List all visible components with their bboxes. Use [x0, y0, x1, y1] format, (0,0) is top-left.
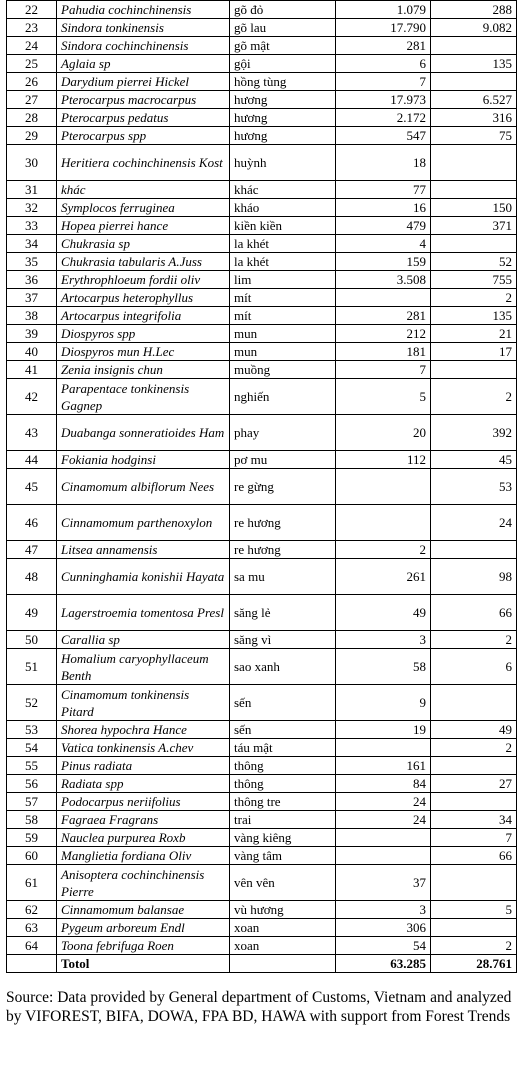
scientific-name: Manglietia fordiana Oliv: [57, 847, 230, 865]
local-name: hương: [230, 127, 336, 145]
row-number: 33: [7, 217, 57, 235]
row-number: 49: [7, 595, 57, 631]
local-name: re hương: [230, 541, 336, 559]
table-row: [7, 865, 517, 901]
scientific-name: Pinus radiata: [57, 757, 230, 775]
table-row: [7, 631, 517, 649]
volume-1: [336, 739, 431, 757]
volume-2: 755: [431, 271, 517, 289]
volume-1: 281: [336, 307, 431, 325]
scientific-name: khác: [57, 181, 230, 199]
volume-2: 27: [431, 775, 517, 793]
table-row: [7, 343, 517, 361]
volume-1: 547: [336, 127, 431, 145]
scientific-name: Litsea annamensis: [57, 541, 230, 559]
volume-2: 24: [431, 505, 517, 541]
table-body: [7, 1, 517, 955]
total-row: [7, 955, 517, 973]
local-name: la khét: [230, 235, 336, 253]
row-number: 32: [7, 199, 57, 217]
table-row: [7, 91, 517, 109]
volume-2: 371: [431, 217, 517, 235]
scientific-name: Darydium pierrei Hickel: [57, 73, 230, 91]
table-row: [7, 739, 517, 757]
scientific-name: Heritiera cochinchinensis Kost: [57, 145, 230, 181]
volume-1: 58: [336, 649, 431, 685]
volume-2: [431, 793, 517, 811]
row-number: 44: [7, 451, 57, 469]
row-number: 41: [7, 361, 57, 379]
row-number: 23: [7, 19, 57, 37]
row-number: 46: [7, 505, 57, 541]
local-name: thông: [230, 757, 336, 775]
row-number: 53: [7, 721, 57, 739]
table-row: [7, 811, 517, 829]
volume-2: 2: [431, 739, 517, 757]
volume-1: 7: [336, 73, 431, 91]
local-name: săng vì: [230, 631, 336, 649]
scientific-name: Aglaia sp: [57, 55, 230, 73]
scientific-name: Podocarpus neriifolius: [57, 793, 230, 811]
table-row: [7, 361, 517, 379]
table-row: [7, 775, 517, 793]
volume-2: 135: [431, 55, 517, 73]
local-name: kiền kiền: [230, 217, 336, 235]
table-row: [7, 451, 517, 469]
volume-2: [431, 361, 517, 379]
table-row: [7, 415, 517, 451]
table-row: [7, 235, 517, 253]
volume-1: [336, 505, 431, 541]
source-note: Source: Data provided by General department of Customs, Vietnam and analyzed by VIFOREST, BIFA, DOWA, FPA BD, HAWA with support from Forest Trends: [6, 989, 512, 1025]
volume-2: 21: [431, 325, 517, 343]
table-row: [7, 181, 517, 199]
row-number: 64: [7, 937, 57, 955]
volume-1: 3.508: [336, 271, 431, 289]
volume-1: 16: [336, 199, 431, 217]
local-name: vù hương: [230, 901, 336, 919]
table-row: [7, 379, 517, 415]
row-number: 35: [7, 253, 57, 271]
local-name: hương: [230, 91, 336, 109]
volume-1: 77: [336, 181, 431, 199]
table-row: [7, 541, 517, 559]
volume-2: 2: [431, 379, 517, 415]
row-number: 57: [7, 793, 57, 811]
scientific-name: Diospyros mun H.Lec: [57, 343, 230, 361]
local-name: săng lẻ: [230, 595, 336, 631]
row-number: 25: [7, 55, 57, 73]
row-number: 48: [7, 559, 57, 595]
row-number: 63: [7, 919, 57, 937]
local-name: mít: [230, 289, 336, 307]
row-number: 60: [7, 847, 57, 865]
table-row: [7, 37, 517, 55]
row-number: 24: [7, 37, 57, 55]
scientific-name: Vatica tonkinensis A.chev: [57, 739, 230, 757]
table-row: [7, 649, 517, 685]
scientific-name: Hopea pierrei hance: [57, 217, 230, 235]
scientific-name: Diospyros spp: [57, 325, 230, 343]
volume-1: 20: [336, 415, 431, 451]
scientific-name: Cinamomum tonkinensis Pitard: [57, 685, 230, 721]
volume-2: 34: [431, 811, 517, 829]
table-row: [7, 595, 517, 631]
row-number: 54: [7, 739, 57, 757]
volume-2: 75: [431, 127, 517, 145]
scientific-name: Pterocarpus macrocarpus: [57, 91, 230, 109]
volume-1: 5: [336, 379, 431, 415]
local-name: pơ mu: [230, 451, 336, 469]
volume-2: 52: [431, 253, 517, 271]
volume-1: 17.790: [336, 19, 431, 37]
scientific-name: Lagerstroemia tomentosa Presl: [57, 595, 230, 631]
local-name: re hương: [230, 505, 336, 541]
volume-2: [431, 685, 517, 721]
local-name: muồng: [230, 361, 336, 379]
table-row: [7, 1, 517, 19]
volume-1: 2: [336, 541, 431, 559]
volume-2: 9.082: [431, 19, 517, 37]
table-row: [7, 559, 517, 595]
volume-1: 49: [336, 595, 431, 631]
volume-1: [336, 289, 431, 307]
volume-1: 1.079: [336, 1, 431, 19]
local-name: kháo: [230, 199, 336, 217]
row-number: 30: [7, 145, 57, 181]
local-name: sến: [230, 685, 336, 721]
row-number: 55: [7, 757, 57, 775]
volume-1: 159: [336, 253, 431, 271]
volume-1: 19: [336, 721, 431, 739]
row-number: 27: [7, 91, 57, 109]
table-row: [7, 271, 517, 289]
local-name: thông tre: [230, 793, 336, 811]
row-number: 37: [7, 289, 57, 307]
volume-2: 2: [431, 937, 517, 955]
volume-1: 306: [336, 919, 431, 937]
volume-1: 9: [336, 685, 431, 721]
table-row: [7, 217, 517, 235]
local-name: vàng tâm: [230, 847, 336, 865]
scientific-name: Erythrophloeum fordii oliv: [57, 271, 230, 289]
volume-1: 212: [336, 325, 431, 343]
total-empty-cell-2: [230, 955, 336, 973]
local-name: gõ lau: [230, 19, 336, 37]
scientific-name: Anisoptera cochinchinensis Pierre: [57, 865, 230, 901]
volume-2: 53: [431, 469, 517, 505]
volume-2: [431, 865, 517, 901]
volume-2: 288: [431, 1, 517, 19]
local-name: khác: [230, 181, 336, 199]
volume-1: 261: [336, 559, 431, 595]
row-number: 29: [7, 127, 57, 145]
local-name: nghiến: [230, 379, 336, 415]
volume-1: 2.172: [336, 109, 431, 127]
row-number: 56: [7, 775, 57, 793]
local-name: gội: [230, 55, 336, 73]
local-name: mun: [230, 325, 336, 343]
local-name: xoan: [230, 919, 336, 937]
local-name: thông: [230, 775, 336, 793]
volume-1: 24: [336, 811, 431, 829]
scientific-name: Parapentace tonkinensis Gagnep: [57, 379, 230, 415]
volume-1: [336, 829, 431, 847]
volume-2: 66: [431, 847, 517, 865]
scientific-name: Cinnamomum balansae: [57, 901, 230, 919]
scientific-name: Symplocos ferruginea: [57, 199, 230, 217]
row-number: 34: [7, 235, 57, 253]
row-number: 36: [7, 271, 57, 289]
volume-2: 5: [431, 901, 517, 919]
scientific-name: Sindora cochinchinensis: [57, 37, 230, 55]
scientific-name: Fokiania hodginsi: [57, 451, 230, 469]
row-number: 22: [7, 1, 57, 19]
table-row: [7, 793, 517, 811]
local-name: phay: [230, 415, 336, 451]
local-name: gõ đỏ: [230, 1, 336, 19]
table-row: [7, 19, 517, 37]
volume-2: 2: [431, 289, 517, 307]
row-number: 26: [7, 73, 57, 91]
volume-2: 45: [431, 451, 517, 469]
table-row: [7, 307, 517, 325]
volume-2: 316: [431, 109, 517, 127]
volume-2: 6: [431, 649, 517, 685]
volume-1: 17.973: [336, 91, 431, 109]
scientific-name: Pterocarpus spp: [57, 127, 230, 145]
scientific-name: Nauclea purpurea Roxb: [57, 829, 230, 847]
table-row: [7, 109, 517, 127]
table-row: [7, 253, 517, 271]
volume-2: 150: [431, 199, 517, 217]
volume-1: 181: [336, 343, 431, 361]
local-name: lim: [230, 271, 336, 289]
species-table: [6, 0, 517, 973]
row-number: 39: [7, 325, 57, 343]
scientific-name: Sindora tonkinensis: [57, 19, 230, 37]
table-row: [7, 685, 517, 721]
volume-1: [336, 847, 431, 865]
table-row: [7, 937, 517, 955]
volume-2: 392: [431, 415, 517, 451]
volume-1: 4: [336, 235, 431, 253]
row-number: 43: [7, 415, 57, 451]
volume-1: 3: [336, 631, 431, 649]
table-row: [7, 145, 517, 181]
local-name: vàng kiêng: [230, 829, 336, 847]
row-number: 38: [7, 307, 57, 325]
volume-1: 3: [336, 901, 431, 919]
volume-1: 281: [336, 37, 431, 55]
row-number: 62: [7, 901, 57, 919]
volume-1: 161: [336, 757, 431, 775]
row-number: 42: [7, 379, 57, 415]
row-number: 45: [7, 469, 57, 505]
local-name: hồng tùng: [230, 73, 336, 91]
volume-1: 37: [336, 865, 431, 901]
volume-1: 112: [336, 451, 431, 469]
table-row: [7, 721, 517, 739]
row-number: 47: [7, 541, 57, 559]
row-number: 50: [7, 631, 57, 649]
table-row: [7, 919, 517, 937]
scientific-name: Chukrasia tabularis A.Juss: [57, 253, 230, 271]
volume-2: [431, 541, 517, 559]
scientific-name: Cinamomum albiflorum Nees: [57, 469, 230, 505]
volume-2: [431, 181, 517, 199]
volume-1: 479: [336, 217, 431, 235]
scientific-name: Toona febrifuga Roen: [57, 937, 230, 955]
scientific-name: Radiata spp: [57, 775, 230, 793]
table-row: [7, 469, 517, 505]
table-row: [7, 55, 517, 73]
total-volume-2: 28.761: [431, 955, 517, 973]
volume-2: [431, 37, 517, 55]
table-row: [7, 289, 517, 307]
scientific-name: Chukrasia sp: [57, 235, 230, 253]
total-label: Totol: [57, 955, 230, 973]
scientific-name: Pahudia cochinchinensis: [57, 1, 230, 19]
total-volume-1: 63.285: [336, 955, 431, 973]
row-number: 58: [7, 811, 57, 829]
table-row: [7, 757, 517, 775]
scientific-name: Carallia sp: [57, 631, 230, 649]
scientific-name: Pygeum arboreum Endl: [57, 919, 230, 937]
table-row: [7, 73, 517, 91]
scientific-name: Artocarpus heterophyllus: [57, 289, 230, 307]
volume-2: 135: [431, 307, 517, 325]
volume-1: 24: [336, 793, 431, 811]
scientific-name: Cunninghamia konishii Hayata: [57, 559, 230, 595]
scientific-name: Artocarpus integrifolia: [57, 307, 230, 325]
local-name: sao xanh: [230, 649, 336, 685]
volume-2: 98: [431, 559, 517, 595]
scientific-name: Homalium caryophyllaceum Benth: [57, 649, 230, 685]
volume-1: [336, 469, 431, 505]
local-name: hương: [230, 109, 336, 127]
table-row: [7, 847, 517, 865]
volume-2: 17: [431, 343, 517, 361]
table-row: [7, 829, 517, 847]
local-name: gõ mật: [230, 37, 336, 55]
row-number: 52: [7, 685, 57, 721]
volume-2: 66: [431, 595, 517, 631]
row-number: 31: [7, 181, 57, 199]
volume-2: 7: [431, 829, 517, 847]
local-name: xoan: [230, 937, 336, 955]
table-row: [7, 505, 517, 541]
local-name: mít: [230, 307, 336, 325]
volume-2: [431, 145, 517, 181]
local-name: táu mật: [230, 739, 336, 757]
row-number: 59: [7, 829, 57, 847]
row-number: 28: [7, 109, 57, 127]
local-name: re gừng: [230, 469, 336, 505]
table-row: [7, 901, 517, 919]
volume-1: 6: [336, 55, 431, 73]
local-name: vên vên: [230, 865, 336, 901]
scientific-name: Pterocarpus pedatus: [57, 109, 230, 127]
local-name: huỳnh: [230, 145, 336, 181]
row-number: 61: [7, 865, 57, 901]
volume-1: 84: [336, 775, 431, 793]
volume-2: 6.527: [431, 91, 517, 109]
local-name: mun: [230, 343, 336, 361]
volume-2: [431, 919, 517, 937]
local-name: sa mu: [230, 559, 336, 595]
table-row: [7, 199, 517, 217]
local-name: la khét: [230, 253, 336, 271]
volume-1: 18: [336, 145, 431, 181]
volume-1: 7: [336, 361, 431, 379]
table-row: [7, 127, 517, 145]
volume-2: [431, 235, 517, 253]
row-number: 51: [7, 649, 57, 685]
local-name: sến: [230, 721, 336, 739]
volume-1: 54: [336, 937, 431, 955]
table-row: [7, 325, 517, 343]
volume-2: 49: [431, 721, 517, 739]
scientific-name: Zenia insignis chun: [57, 361, 230, 379]
scientific-name: Cinnamomum parthenoxylon: [57, 505, 230, 541]
total-empty-cell: [7, 955, 57, 973]
volume-2: 2: [431, 631, 517, 649]
scientific-name: Fagraea Fragrans: [57, 811, 230, 829]
volume-2: [431, 757, 517, 775]
local-name: trai: [230, 811, 336, 829]
scientific-name: Duabanga sonneratioides Ham: [57, 415, 230, 451]
volume-2: [431, 73, 517, 91]
row-number: 40: [7, 343, 57, 361]
scientific-name: Shorea hypochra Hance: [57, 721, 230, 739]
